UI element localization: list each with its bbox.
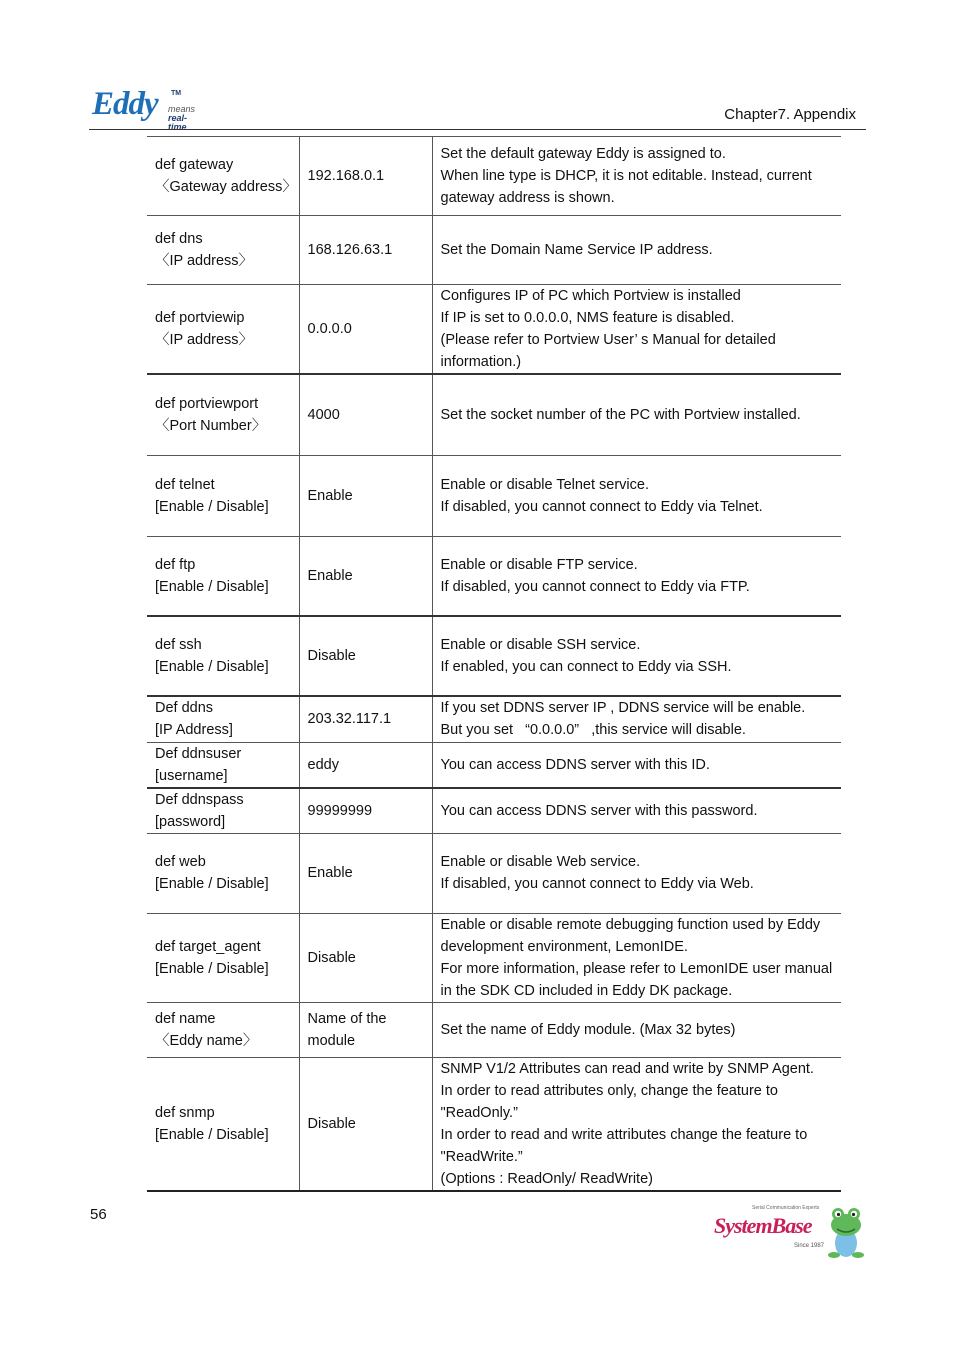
cell-line: Enable or disable SSH service. xyxy=(440,637,641,653)
default-value-cell xyxy=(299,913,432,1002)
default-value-cell xyxy=(299,536,432,616)
cell-line: You can access DDNS server with this password. xyxy=(440,802,758,819)
cell-line: def ssh xyxy=(155,637,202,653)
param-name-cell xyxy=(147,913,299,1002)
parameter-table xyxy=(147,136,841,1192)
cell-line: In order to read and write attributes change the feature to "ReadWrite.” xyxy=(440,1126,808,1165)
cell-line: Def ddns xyxy=(155,700,214,717)
cell-line: 4000 xyxy=(307,406,340,423)
cell-line: Enable or disable Web service. xyxy=(440,854,641,870)
cell-line: Set the Domain Name Service IP address. xyxy=(440,242,713,258)
cell-line: Set the socket number of the PC with Portview installed. xyxy=(440,406,801,423)
param-name-cell xyxy=(147,374,299,455)
cell-line: 168.126.63.1 xyxy=(307,242,393,258)
description-cell xyxy=(432,788,841,834)
param-name-cell xyxy=(147,137,299,216)
table-row xyxy=(147,742,841,788)
cell-line: Name of the module xyxy=(307,1010,387,1049)
table-row xyxy=(147,137,841,216)
cell-line: [IP Address] xyxy=(155,722,233,739)
header-divider xyxy=(89,129,866,130)
default-value-cell xyxy=(299,742,432,788)
cell-line: Set the default gateway Eddy is assigned to. xyxy=(440,146,726,162)
chapter-title: Chapter7. Appendix xyxy=(724,106,856,123)
param-name-cell xyxy=(147,742,299,788)
cell-line: Enable or disable remote debugging function used by Eddy development environment, LemonIDE. xyxy=(440,916,821,955)
cell-line: If enabled, you can connect to Eddy via SSH. xyxy=(440,659,732,675)
param-name-cell xyxy=(147,285,299,375)
param-name-cell xyxy=(147,616,299,696)
cell-line: def target_agent xyxy=(155,938,261,955)
param-name-cell xyxy=(147,833,299,913)
cell-line: def name xyxy=(155,1010,216,1027)
cell-line: def snmp xyxy=(155,1104,215,1121)
table-row xyxy=(147,616,841,696)
cell-line: [Enable / Disable] xyxy=(155,876,269,892)
default-value-cell xyxy=(299,1002,432,1057)
cell-line: 〈Gateway address〉 xyxy=(155,179,297,195)
table-row xyxy=(147,788,841,834)
description-cell xyxy=(432,1057,841,1191)
logo-wordmark: Eddy xyxy=(92,86,158,122)
systembase-logo xyxy=(712,1203,866,1263)
cell-line: 〈IP address〉 xyxy=(155,253,254,269)
cell-line: If you set DDNS server IP , DDNS service will be enable. xyxy=(440,700,806,717)
cell-line: (Please refer to Portview User’ s Manual for detailed information.) xyxy=(440,332,776,370)
cell-line: 192.168.0.1 xyxy=(307,168,385,184)
logo-trademark: TM xyxy=(171,90,182,97)
param-name-cell xyxy=(147,788,299,834)
cell-line: If disabled, you cannot connect to Eddy via Web. xyxy=(440,876,754,892)
table-row xyxy=(147,913,841,1002)
description-cell xyxy=(432,742,841,788)
default-value-cell xyxy=(299,788,432,834)
description-cell xyxy=(432,536,841,616)
cell-line: Configures IP of PC which Portview is installed xyxy=(440,288,741,304)
cell-line: Enable xyxy=(307,865,353,881)
table-row xyxy=(147,833,841,913)
description-cell xyxy=(432,137,841,216)
cell-line: eddy xyxy=(307,756,339,773)
table-row xyxy=(147,216,841,285)
frog-mascot-icon xyxy=(826,1203,866,1261)
cell-line: If disabled, you cannot connect to Eddy via FTP. xyxy=(440,578,750,595)
cell-line: Disable xyxy=(307,949,356,966)
cell-line: def telnet xyxy=(155,476,215,493)
brand-name: SystemBase xyxy=(714,1213,812,1238)
cell-line: Disable xyxy=(307,648,356,664)
default-value-cell xyxy=(299,1057,432,1191)
default-value-cell xyxy=(299,374,432,455)
cell-line: In order to read attributes only, change the feature to "ReadOnly.” xyxy=(440,1082,778,1121)
default-value-cell xyxy=(299,285,432,375)
cell-line: def portviewport xyxy=(155,395,259,412)
default-value-cell xyxy=(299,216,432,285)
cell-line: Enable or disable FTP service. xyxy=(440,556,638,573)
default-value-cell xyxy=(299,137,432,216)
description-cell xyxy=(432,374,841,455)
cell-line: [Enable / Disable] xyxy=(155,659,269,675)
cell-line: (Options : ReadOnly/ ReadWrite) xyxy=(440,1170,653,1187)
description-cell xyxy=(432,216,841,285)
table-row xyxy=(147,455,841,536)
default-value-cell xyxy=(299,455,432,536)
cell-line: def ftp xyxy=(155,556,196,573)
cell-line: Disable xyxy=(307,1115,356,1132)
description-cell xyxy=(432,913,841,1002)
cell-line: But you set “0.0.0.0” ,this service will disable. xyxy=(440,722,746,739)
cell-line: Def ddnspass xyxy=(155,791,244,808)
table-row xyxy=(147,696,841,742)
cell-line: [password] xyxy=(155,813,226,830)
cell-line: def dns xyxy=(155,231,203,247)
cell-line: 〈IP address〉 xyxy=(155,332,254,348)
cell-line: 203.32.117.1 xyxy=(307,711,392,728)
param-name-cell xyxy=(147,536,299,616)
param-name-cell xyxy=(147,455,299,536)
cell-line: 〈Port Number〉 xyxy=(155,417,267,434)
description-cell xyxy=(432,1002,841,1057)
description-cell xyxy=(432,455,841,536)
cell-line: 99999999 xyxy=(307,802,373,819)
cell-line: If disabled, you cannot connect to Eddy via Telnet. xyxy=(440,498,763,515)
default-value-cell xyxy=(299,833,432,913)
cell-line: SNMP V1/2 Attributes can read and write by SNMP Agent. xyxy=(440,1060,814,1077)
cell-line: def web xyxy=(155,854,206,870)
cell-line: 〈Eddy name〉 xyxy=(155,1032,258,1049)
description-cell xyxy=(432,616,841,696)
default-value-cell xyxy=(299,616,432,696)
cell-line: For more information, please refer to LemonIDE user manual in the SDK CD included in Eddy DK package. xyxy=(440,960,833,999)
cell-line: You can access DDNS server with this ID. xyxy=(440,756,710,773)
cell-line: 0.0.0.0 xyxy=(307,321,352,337)
cell-line: Def ddnsuser xyxy=(155,745,242,762)
description-cell xyxy=(432,696,841,742)
cell-line: Enable or disable Telnet service. xyxy=(440,476,649,493)
brand-tagline: Serial Communication Experts xyxy=(752,1205,820,1211)
cell-line: [Enable / Disable] xyxy=(155,1126,269,1143)
param-name-cell xyxy=(147,1002,299,1057)
cell-line: When line type is DHCP, it is not editable. Instead, current gateway address is shown. xyxy=(440,168,812,206)
table-row xyxy=(147,1057,841,1191)
param-name-cell xyxy=(147,696,299,742)
cell-line: [Enable / Disable] xyxy=(155,578,269,595)
default-value-cell xyxy=(299,696,432,742)
cell-line: [Enable / Disable] xyxy=(155,498,269,515)
description-cell xyxy=(432,833,841,913)
cell-line: If IP is set to 0.0.0.0, NMS feature is disabled. xyxy=(440,310,735,326)
description-cell xyxy=(432,285,841,375)
param-name-cell xyxy=(147,216,299,285)
table-row xyxy=(147,285,841,375)
table-row xyxy=(147,1002,841,1057)
cell-line: Set the name of Eddy module. (Max 32 bytes) xyxy=(440,1021,736,1038)
cell-line: Enable xyxy=(307,487,353,504)
cell-line: [Enable / Disable] xyxy=(155,960,269,977)
logo-tagline: means real-time xyxy=(168,104,196,132)
brand-since: Since 1987 xyxy=(794,1243,825,1249)
cell-line: Enable xyxy=(307,567,353,584)
page-number: 56 xyxy=(90,1206,107,1223)
cell-line: def portviewip xyxy=(155,310,245,326)
cell-line: def gateway xyxy=(155,157,234,173)
param-name-cell xyxy=(147,1057,299,1191)
cell-line: [username] xyxy=(155,767,228,784)
table-row xyxy=(147,374,841,455)
table-row xyxy=(147,536,841,616)
